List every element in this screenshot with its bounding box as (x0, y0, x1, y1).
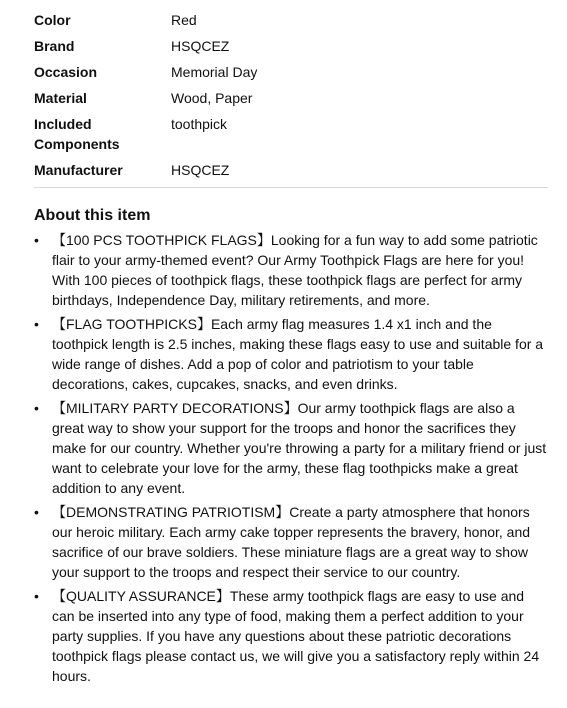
spec-row-brand (34, 36, 548, 62)
spec-key: Material (34, 90, 87, 106)
feature-bullet-text: 【MILITARY PARTY DECORATIONS】Our army toothpick flags are also a great way to show your support for the troops and honor the sacrifices they make for our country. Whether you're throwing a party for a military friend or just want to celebrate your love for the army, these flag toothpicks make a great addition to any event. (52, 400, 547, 496)
bullet-marker: • (34, 232, 39, 248)
feature-bullet-item (34, 586, 550, 686)
about-this-item-heading: About this item (34, 207, 151, 224)
product-details (0, 10, 567, 708)
feature-bullet-text: 【100 PCS TOOTHPICK FLAGS】Looking for a fun way to add some patriotic flair to your army-themed event? Our Army Toothpick Flags are here for you! With 100 pieces of toothpick flags, these toothpick flags are perfect for army birthdays, Independence Day, military retirements, and more. (52, 232, 538, 308)
spec-key: Included Components (34, 116, 120, 152)
feature-bullet-list (34, 230, 547, 686)
product-specs-table (34, 10, 548, 186)
spec-value: toothpick (171, 116, 228, 132)
spec-row-material (34, 88, 548, 114)
spec-row-included-components (34, 114, 548, 160)
feature-bullet-item (34, 502, 550, 582)
spec-value: Wood, Paper (171, 90, 253, 106)
feature-bullet-item (34, 314, 550, 394)
bullet-marker: • (34, 316, 39, 332)
spec-value: HSQCEZ (171, 38, 230, 54)
bullet-marker: • (34, 400, 39, 416)
spec-row-manufacturer (34, 160, 548, 186)
spec-key: Brand (34, 38, 75, 54)
spec-row-color (34, 10, 548, 36)
feature-bullet-item (34, 230, 550, 310)
spec-key: Occasion (34, 64, 98, 80)
bullet-marker: • (34, 504, 39, 520)
feature-bullet-text: 【DEMONSTRATING PATRIOTISM】Create a party atmosphere that honors our heroic military. Each army cake topper represents the bravery, honor, and sacrifice of our brave soldiers. These miniature flags are a great way to show your support to the troops and respect their service to our country. (52, 504, 531, 580)
bullet-marker: • (34, 588, 39, 604)
spec-value: Red (171, 12, 197, 28)
spec-value: HSQCEZ (171, 162, 230, 178)
spec-key: Color (34, 12, 71, 28)
feature-bullet-text: 【FLAG TOOTHPICKS】Each army flag measures 1.4 x1 inch and the toothpick length is 2.5 inches, making these flags easy to use and suitable for a wide range of dishes. Add a pop of color and patriotism to your table decorations, cakes, cupcakes, snacks, and even drinks. (52, 316, 544, 392)
feature-bullet-text: 【QUALITY ASSURANCE】These army toothpick flags are easy to use and can be inserted into any type of food, making them a perfect addition to your party supplies. If you have any questions about these patriotic decorations toothpick flags please contact us, we will give you a satisfactory reply within 24 hours. (52, 588, 540, 684)
section-divider (34, 187, 548, 188)
spec-key: Manufacturer (34, 162, 123, 178)
spec-row-occasion (34, 62, 548, 88)
feature-bullet-item (34, 398, 550, 498)
spec-value: Memorial Day (171, 64, 258, 80)
